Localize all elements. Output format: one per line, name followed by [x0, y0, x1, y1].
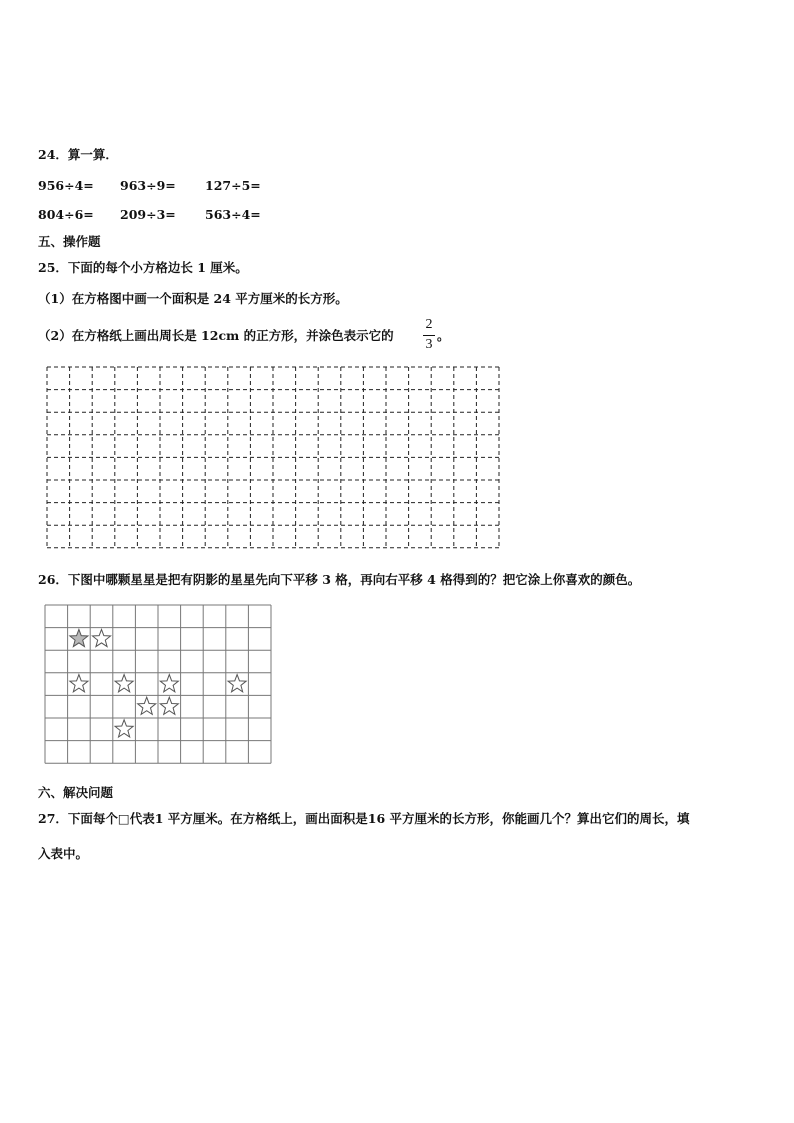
star-icon: [160, 675, 178, 692]
q24-expr-6: 563÷4=: [205, 207, 261, 222]
q24-expr-3: 127÷5=: [205, 178, 261, 193]
q25-part2-text: （2）在方格纸上画出周长是 12cm 的正方形，并涂色表示它的: [38, 328, 394, 343]
q25-part2-end: 。: [437, 328, 450, 343]
section-6-heading: 六、解决问题: [38, 785, 114, 800]
dashed-square-grid[interactable]: [44, 364, 504, 554]
section-5-heading: 五、操作题: [38, 234, 101, 249]
q24-title: 24．算一算．: [38, 147, 118, 162]
q27-line-2: 入表中。: [38, 846, 89, 861]
q25-part1: （1）在方格图中画一个面积是 24 平方厘米的长方形。: [38, 291, 348, 306]
fraction-numerator: 2: [425, 317, 433, 332]
star-icon: [160, 697, 178, 714]
fraction-bar: [423, 335, 435, 336]
q26-title: 26．下图中哪颗星星是把有阴影的星星先向下平移 3 格，再向右平移 4 格得到的？把它涂上你喜欢的颜色。: [38, 572, 641, 587]
star-icon: [115, 720, 133, 737]
star-icon: [228, 675, 246, 692]
q24-expr-2: 963÷9=: [120, 178, 176, 193]
q27-line-1: 27．下面每个□代表1 平方厘米。在方格纸上，画出面积是16 平方厘米的长方形，你能画几个？算出它们的周长，填: [38, 811, 690, 826]
q25-part2: [38, 328, 394, 344]
star-grid[interactable]: [42, 602, 274, 778]
q24-expr-4: 804÷6=: [38, 207, 94, 222]
fraction-denominator: 3: [425, 337, 433, 352]
q25-title: 25．下面的每个小方格边长 1 厘米。: [38, 260, 248, 275]
q24-expr-1: 956÷4=: [38, 178, 94, 193]
q24-expr-5: 209÷3=: [120, 207, 176, 222]
star-icon: [92, 629, 110, 646]
star-icon: [115, 675, 133, 692]
star-icon: [138, 697, 156, 714]
shaded-star-icon: [70, 629, 88, 646]
star-icon: [70, 675, 88, 692]
